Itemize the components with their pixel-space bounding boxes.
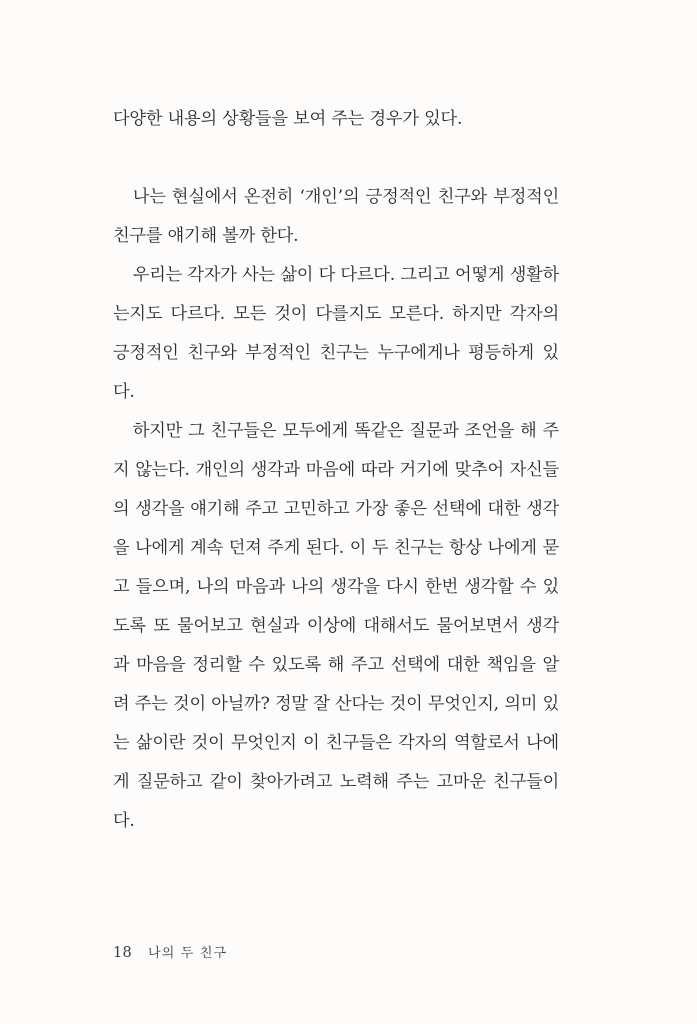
- page-number: 18: [113, 945, 133, 961]
- paragraph-continuation: 다양한 내용의 상황들을 보여 주는 경우가 있다.: [113, 109, 463, 129]
- paragraph-two: 나는 현실에서 온전히 ‘개인’의 긍정적인 친구와 부정적인 친구를 얘기해 볼까 한다.: [113, 187, 559, 246]
- running-title: 나의 두 친구: [148, 946, 228, 961]
- page-footer: [113, 946, 227, 961]
- body-text-column: [113, 100, 559, 841]
- paragraph-four: 하지만 그 친구들은 모두에게 똑같은 질문과 조언을 해 주지 않는다. 개인의 생각과 마음에 따라 거기에 맞추어 자신들의 생각을 얘기해 주고 고민하고 가장 좋은 선택에 대한 생각을 나에게 계속 던져 주게 된다. 이 두 친구는 항상 나에게 묻고 들으며, 나의 마음과 나의 생각을 다시 한번 생각할 수 있도록 또 물어보고 현실과 이상에 대해서도 물어보면서 생각과 마음을 정리할 수 있도록 해 주고 선택에 대한 책임을 알려 주는 것이 아닐까? 정말 잘 산다는 것이 무엇인지, 의미 있는 삶이란 것이 무엇인지 이 친구들은 각자의 역할로서 나에게 질문하고 같이 찾아가려고 노력해 주는 고마운 친구들이다.: [113, 421, 559, 831]
- paragraph-spacer: [113, 139, 559, 178]
- paragraph-three: 우리는 각자가 사는 삶이 다 다르다. 그리고 어떻게 생활하는지도 다르다. 모든 것이 다를지도 모른다. 하지만 각자의 긍정적인 친구와 부정적인 친구는 누구에게나 평등하게 있다.: [113, 265, 559, 402]
